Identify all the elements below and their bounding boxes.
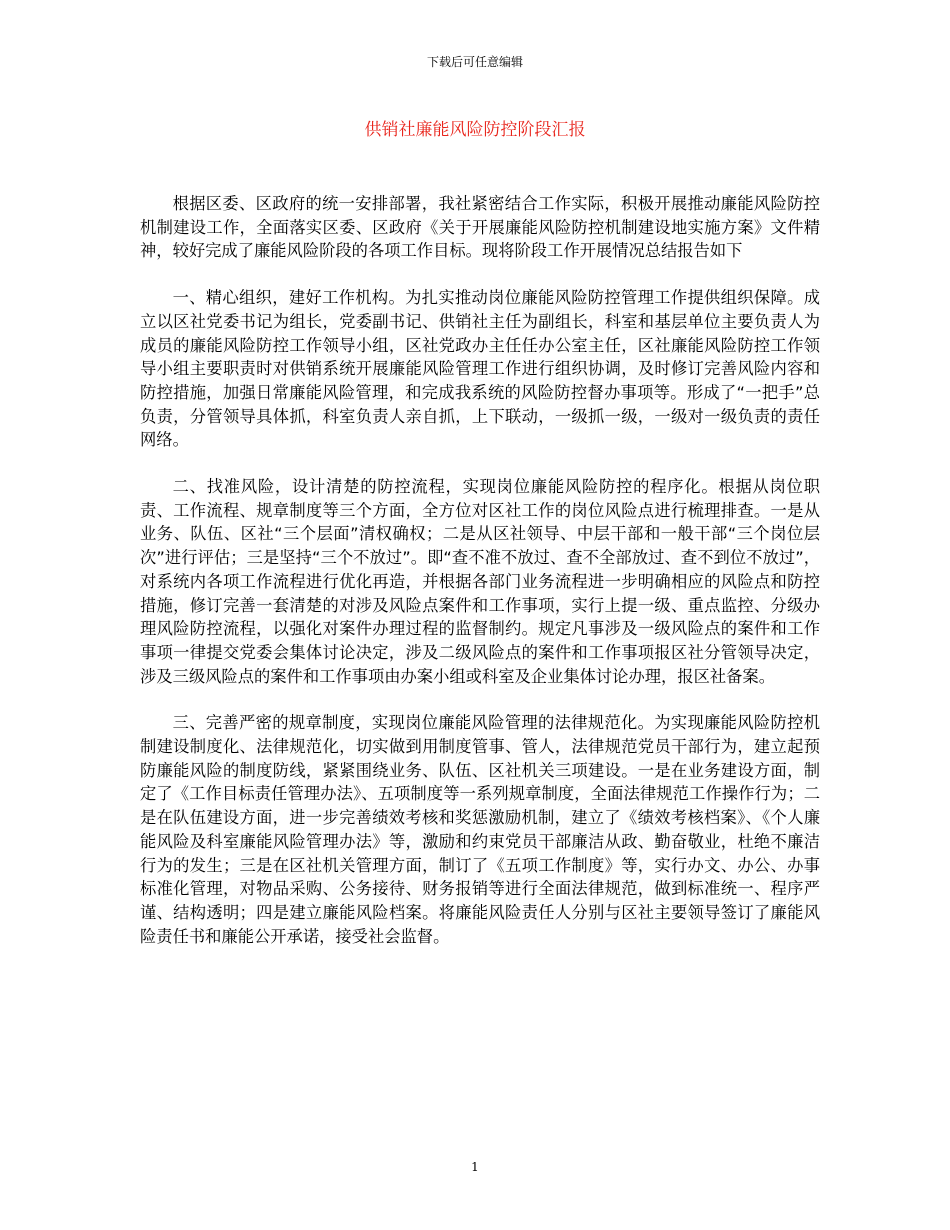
paragraph-intro: 根据区委、区政府的统一安排部署，我社紧密结合工作实际，积极开展推动廉能风险防控机制建设工作，全面落实区委、区政府《关于开展廉能风险防控机制建设地实施方案》文件精神，较好完成了廉能风险阶段的各项工作目标。现将阶段工作开展情况总结报告如下 xyxy=(140,194,820,261)
document-title: 供销社廉能风险防控阶段汇报 xyxy=(364,120,586,140)
document-body xyxy=(140,192,820,971)
header-note: 下载后可任意编辑 xyxy=(426,55,523,69)
paragraph-section-3: 三、完善严密的规章制度，实现岗位廉能风险管理的法律规范化。为实现廉能风险防控机制建设制度化、法律规范化，切实做到用制度管事、管人，法律规范党员干部行为，建立起预防廉能风险的制度防线，紧紧围绕业务、队伍、区社机关三项建设。一是在业务建设方面，制定了《工作目标责任管理办法》、五项制度等一系列规章制度，全面法律规范工作操作行为；二是在队伍建设方面，进一步完善绩效考核和奖惩激励机制，建立了《绩效考核档案》、《个人廉能风险及科室廉能风险管理办法》等，激励和约束党员干部廉洁从政、勤奋敬业，杜绝不廉洁行为的发生；三是在区社机关管理方面，制订了《五项工作制度》等，实行办文、办公、办事标准化管理，对物品采购、公务接待、财务报销等进行全面法律规范，做到标准统一、程序严谨、结构透明；四是建立廉能风险档案。将廉能风险责任人分别与区社主要领导签订了廉能风险责任书和廉能公开承诺，接受社会监督。 xyxy=(140,713,820,946)
page-number: 1 xyxy=(471,1160,479,1174)
paragraph-section-1: 一、精心组织，建好工作机构。为扎实推动岗位廉能风险防控管理工作提供组织保障。成立以区社党委书记为组长，党委副书记、供销社主任为副组长，科室和基层单位主要负责人为成员的廉能风险防控工作领导小组，区社党政办主任任办公室主任，区社廉能风险防控工作领导小组主要职责时对供销系统开展廉能风险管理工作进行组织协调，及时修订完善风险内容和防控措施，加强日常廉能风险管理，和完成我系统的风险防控督办事项等。形成了“一把手”总负责，分管领导具体抓，科室负责人亲自抓，上下联动，一级抓一级，一级对一级负责的责任网络。 xyxy=(140,288,820,450)
paragraph-section-2: 二、找准风险，设计清楚的防控流程，实现岗位廉能风险防控的程序化。根据从岗位职责、工作流程、规章制度等三个方面，全方位对区社工作的岗位风险点进行梳理排查。一是从业务、队伍、区社“三个层面”清权确权；二是从区社领导、中层干部和一般干部“三个岗位层次”进行评估；三是坚持“三个不放过”。即“查不准不放过、查不全部放过、查不到位不放过”，对系统内各项工作流程进行优化再造，并根据各部门业务流程进一步明确相应的风险点和防控措施，修订完善一套清楚的对涉及风险点案件和工作事项，实行上提一级、重点监控、分级办理风险防控流程，以强化对案件办理过程的监督制约。规定凡事涉及一级风险点的案件和工作事项一律提交党委会集体讨论决定，涉及二级风险点的案件和工作事项报区社分管领导决定，涉及三级风险点的案件和工作事项由办案小组或科室及企业集体讨论办理，报区社备案。 xyxy=(140,477,820,686)
